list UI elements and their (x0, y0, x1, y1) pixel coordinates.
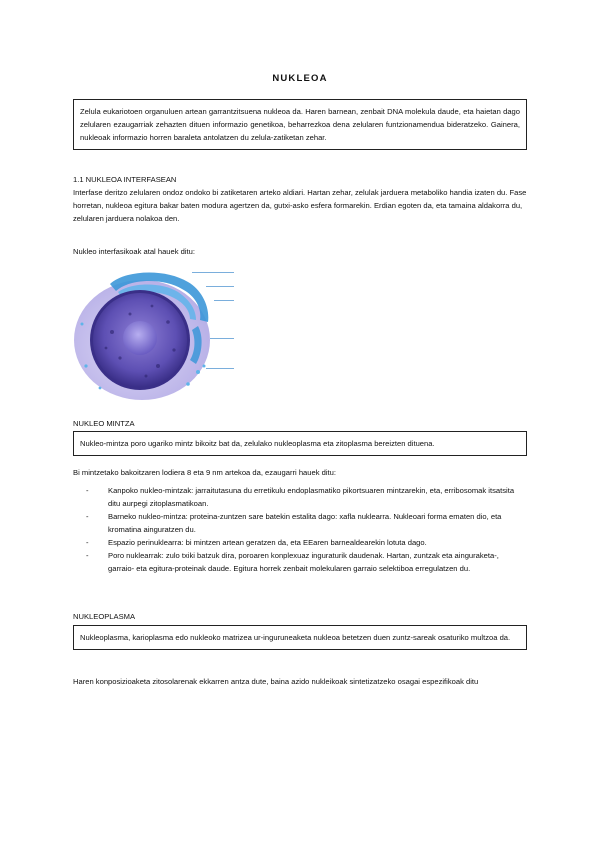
section-heading-nucleoplasm: NUKLEOPLASMA (73, 612, 136, 621)
callout-line (214, 300, 234, 301)
section-heading-interfase: 1.1 NUKLEOA INTERFASEAN (73, 175, 177, 184)
nucleolus-shape (123, 321, 157, 355)
callout-line (192, 272, 234, 273)
section-heading-membrane: NUKLEO MINTZA (73, 419, 135, 428)
list-item: - Espazio perinuklearra: bi mintzen artean geratzen da, eta EEaren barnealdearekin lotuta dago. (86, 536, 526, 549)
intro-text: Zelula eukariotoen organuluen artean garrantzitsuena nukleoa da. Haren barnean, zenbait DNA molekula daude, eta haietan dago zelularen ezaugarriak zehazten dituen informazio genetikoa, beharrezkoa dena zelularen funtzionamendua bideratzeko. Gainera, nukleoak informazio horren baraleta antolatzen du zelula-zatiketan zehar. (80, 107, 520, 142)
intro-box (73, 99, 527, 150)
callout-line (210, 338, 234, 339)
nucleoplasm-paragraph: Haren konposizioaketa zitosolarenak ekkarren antza dute, baina azido nukleikoak sintetizatzeko osagai espezifikoak ditu (73, 677, 479, 686)
callout-line (206, 286, 234, 287)
interfase-paragraph: Interfase deritzo zelularen ondoz ondoko bi zatiketaren arteko aldiari. Hartan zehar, zelulak jarduera metaboliko handia izaten du. Fase horretan, nukleoa egitura bakar baten modura agertzen da, gutxi-asko esfera formarekin. Erdian egoten da, eta tamaina aldakorra du, zelularen jarduera nolakoa den. (73, 188, 527, 223)
list-item: - Kanpoko nukleo-mintzak: jarraitutasuna du erretikulu endoplasmatiko pikortsuaren mintzarekin, eta, erribosomak itsatsita ditu aurpegi zitoplasmatikoan. (86, 484, 526, 510)
nucleoplasm-box (73, 625, 527, 650)
membrane-box-text: Nukleo-mintza poro ugariko mintz bikoitz bat da, zelulako nukleoplasma eta zitoplasma bereizten dituena. (80, 439, 435, 448)
nucleus-illustration (70, 262, 230, 402)
callout-line (206, 368, 234, 369)
nucleus-diagram-svg (70, 262, 230, 402)
nucleoplasm-box-text: Nukleoplasma, karioplasma edo nukleoko matrizea ur-inguruneaketa nukleoa betetzen duen zuntz-sareak osaturiko multzoa da. (80, 633, 511, 642)
membrane-intro: Bi mintzetako bakoitzaren lodiera 8 eta 9 nm artekoa da, ezaugarri hauek ditu: (73, 468, 336, 477)
list-item: - Barneko nukleo-mintza: proteina-zuntzen sare batekin estalita dago: xafla nuklearra. Nukleoari forma ematen dio, eta kromatina ainguratzen du. (86, 510, 526, 536)
page-title: NUKLEOA (272, 73, 328, 84)
figure-caption: Nukleo interfasikoak atal hauek ditu: (73, 247, 195, 256)
membrane-list (86, 484, 526, 575)
membrane-box (73, 431, 527, 456)
list-item: - Poro nuklearrak: zulo txiki batzuk dira, poroaren konplexuaz inguraturik daudenak. Hartan, zuntzak eta ainguraketa-, garraio- eta egitura-proteinak daude. Egitura horrek zenbait molekularen garraio selektiboa erregulatzen du. (86, 549, 526, 575)
